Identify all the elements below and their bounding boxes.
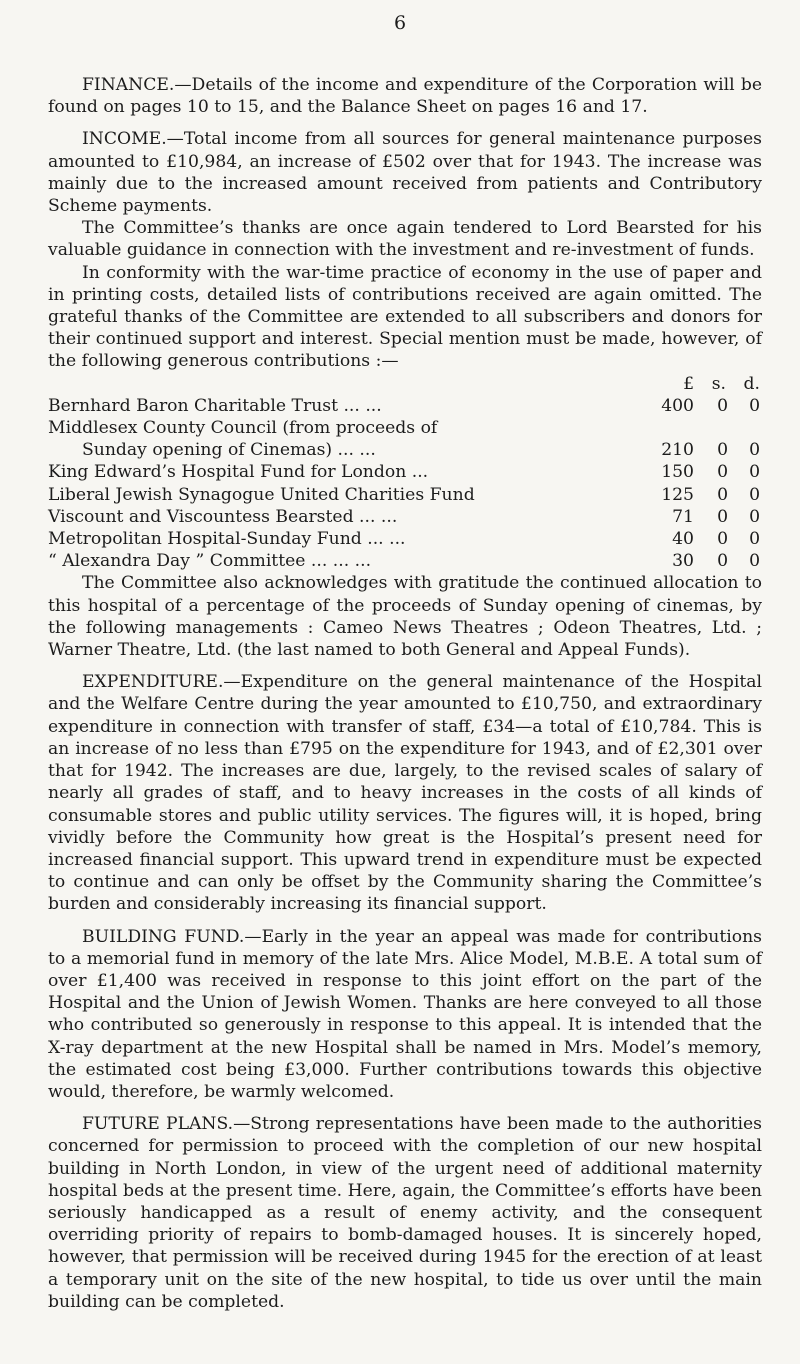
contribution-pounds: [642, 417, 694, 439]
contribution-row: [48, 528, 762, 550]
contribution-shillings: 0: [717, 462, 728, 483]
contribution-row: [48, 506, 762, 528]
contribution-pounds: 400: [661, 395, 694, 416]
contribution-row: [48, 484, 762, 506]
paragraph-thanks: The Committee’s thanks are once again tendered to Lord Bearsted for his valuable guidance in connection with the investment and re-investment of funds.: [48, 218, 762, 261]
pence-header: d.: [743, 373, 760, 394]
contribution-shillings: 0: [717, 440, 728, 461]
contribution-pence: 0: [749, 529, 760, 550]
contribution-pounds: 40: [672, 529, 694, 550]
contributions-table: [48, 373, 762, 573]
contributions-header-row: [48, 373, 762, 395]
contribution-pence: [728, 417, 762, 439]
contribution-shillings: 0: [717, 506, 728, 527]
contribution-shillings: [694, 417, 728, 439]
shillings-header: s.: [711, 373, 726, 394]
paragraph-conformity: In conformity with the war-time practice of economy in the use of paper and in printing costs, detailed lists of contributions received are again omitted. The grateful thanks of the Committee are extended to all subscribers and donors for their continued support and interest. Special mention must be made, however, of the following generous contributions :—: [48, 262, 762, 372]
contributions-body: [48, 395, 762, 573]
contribution-shillings: 0: [717, 551, 728, 572]
contribution-row: [48, 550, 762, 572]
page-number: 6: [393, 12, 407, 34]
contribution-row: [48, 395, 762, 417]
paragraph-future-plans: FUTURE PLANS.—Strong representations have been made to the authorities concerned for permission to proceed with the completion of our new hospital building in North London, in view of the urgent need of additional maternity hospital beds at the present time. Here, again, the Committee’s efforts have been seriously handicapped as a result of enemy activity, and the consequent overriding priority of repairs to bomb-damaged houses. It is sincerely hoped, however, that permission will be received during 1945 for the erection of at least a temporary unit on the site of the new hospital, to tide us over until the main building can be completed.: [48, 1114, 762, 1312]
contributions-header-spacer: [48, 373, 642, 395]
contribution-pounds: 71: [672, 506, 694, 527]
contribution-pounds: 30: [672, 551, 694, 572]
pounds-header: £: [683, 373, 694, 394]
paragraph-income: INCOME.—Total income from all sources for general maintenance purposes amounted to £10,984, an increase of £502 over that for 1943. The increase was mainly due to the increased amount received from patients and Contributory Scheme payments.: [48, 129, 762, 217]
contribution-shillings: 0: [717, 395, 728, 416]
contribution-name: Bernhard Baron Charitable Trust ... ...: [48, 395, 382, 416]
contribution-shillings: 0: [717, 484, 728, 505]
contribution-pounds: 150: [661, 462, 694, 483]
contribution-name: “ Alexandra Day ” Committee ... ... ...: [48, 551, 372, 572]
contribution-shillings: 0: [717, 529, 728, 550]
contribution-pence: 0: [749, 506, 760, 527]
contribution-pounds: 210: [661, 440, 694, 461]
paragraph-finance: FINANCE.—Details of the income and expenditure of the Corporation will be found on pages 10 to 15, and the Balance Sheet on pages 16 and 17.: [48, 75, 762, 118]
contribution-name: Sunday opening of Cinemas) ... ...: [82, 440, 376, 461]
contribution-row: [48, 417, 762, 439]
paragraph-cinemas: The Committee also acknowledges with gratitude the continued allocation to this hospital of a percentage of the proceeds of Sunday opening of cinemas, by the following managements : Cameo News Theatres ; Odeon Theatres, Ltd. ; Warner Theatre, Ltd. (the last named to both General and Appeal Funds).: [48, 573, 762, 661]
contribution-pence: 0: [749, 395, 760, 416]
contribution-name: Metropolitan Hospital-Sunday Fund ... ...: [48, 529, 406, 550]
contribution-name: Liberal Jewish Synagogue United Charities Fund: [48, 484, 475, 505]
contribution-pence: 0: [749, 551, 760, 572]
contribution-name: Viscount and Viscountess Bearsted ... ...: [48, 506, 398, 527]
contribution-pence: 0: [749, 462, 760, 483]
contribution-pounds: 125: [661, 484, 694, 505]
contribution-name: Middlesex County Council (from proceeds of: [48, 418, 438, 439]
paragraph-building-fund: BUILDING FUND.—Early in the year an appeal was made for contributions to a memorial fund in memory of the late Mrs. Alice Model, M.B.E. A total sum of over £1,400 was received in response to this joint effort on the part of the Hospital and the Union of Jewish Women. Thanks are here conveyed to all those who contributed so generously in response to this appeal. It is intended that the X-ray department at the new Hospital shall be named in Mrs. Model’s memory, the estimated cost being £3,000. Further contributions towards this objective would, therefore, be warmly welcomed.: [48, 926, 762, 1102]
contribution-row: [48, 461, 762, 483]
contribution-pence: 0: [749, 440, 760, 461]
document-body: [48, 74, 762, 1313]
contribution-row: [48, 439, 762, 461]
paragraph-expenditure: EXPENDITURE.—Expenditure on the general maintenance of the Hospital and the Welfare Centre during the year amounted to £10,750, and extraordinary expenditure in connection with transfer of staff, £34—a total of £10,784. This is an increase of no less than £795 on the expenditure for 1943, and of £2,301 over that for 1942. The increases are due, largely, to the revised scales of salary of nearly all grades of staff, and to heavy increases in the costs of all kinds of consumable stores and public utility services. The figures will, it is hoped, bring vividly before the Community how great is the Hospital’s present need for increased financial support. This upward trend in expenditure must be expected to continue and can only be offset by the Community sharing the Committee’s burden and considerably increasing its financial support.: [48, 672, 762, 915]
contribution-name: King Edward’s Hospital Fund for London ...: [48, 462, 429, 483]
contribution-pence: 0: [749, 484, 760, 505]
